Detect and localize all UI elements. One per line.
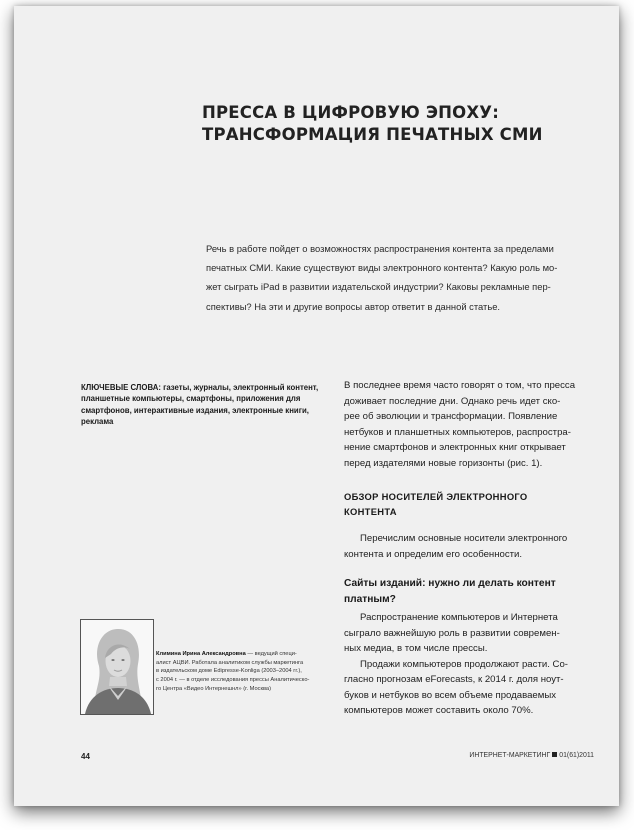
- keywords-line: смартфонов, интерактивные издания, электронные книги,: [81, 405, 309, 415]
- lead-line: Речь в работе пойдет о возможностях распространения контента за пределами: [206, 243, 554, 254]
- paragraph-line: нетбуков и планшетных компьютеров, распростра-: [344, 426, 571, 438]
- paragraph-line: сыграло важнейшую роль в развитии современ-: [344, 627, 560, 639]
- bio-line: алист АЦВИ. Работала аналитиком службы маркетинга: [156, 659, 304, 666]
- page-number: 44: [81, 752, 90, 761]
- square-bullet-icon: [552, 752, 557, 757]
- paragraph-line: перед издателями новые горизонты (рис. 1).: [344, 457, 543, 469]
- paragraph-line: Перечислим основные носители электронного: [360, 533, 568, 544]
- intro-paragraph: [344, 378, 594, 471]
- heading-line: Сайты изданий: нужно ли делать контент: [344, 578, 556, 589]
- subsection-heading: [344, 576, 594, 608]
- author-name: Климина Ирина Александровна: [156, 651, 246, 657]
- issue-number: 01(61)2011: [559, 752, 594, 759]
- section-heading: [344, 489, 594, 519]
- paragraph-line: ных медиа, в том числе прессы.: [344, 643, 488, 654]
- title-line: ПРЕССА В ЦИФРОВУЮ ЭПОХУ:: [202, 103, 500, 122]
- paragraph-line: гласно прогнозам eForecasts, к 2014 г. доля ноут-: [344, 674, 564, 685]
- heading-line: платным?: [344, 594, 396, 605]
- journal-name: ИНТЕРНЕТ-МАРКЕТИНГ: [469, 752, 551, 759]
- author-portrait-image: [81, 620, 153, 714]
- bio-text: — ведущий специ-: [245, 651, 297, 657]
- overview-paragraph: [344, 531, 594, 562]
- paragraph-line: буков и нетбуков во всем объеме продаваемых: [344, 689, 557, 701]
- paragraph-line: Распространение компьютеров и Интернета: [360, 612, 558, 623]
- bio-line: го Центра «Видео Интернешнл» (г. Москва): [156, 685, 271, 692]
- paragraph-line: компьютеров может составить около 70%.: [344, 705, 534, 716]
- paragraph-line: рее об эволюции и трансформации. Появление: [344, 411, 558, 422]
- article-lead: [206, 239, 590, 316]
- lead-line: жет сыграть iPad в развитии издательской индустрии? Каковы рекламные пер-: [206, 281, 551, 293]
- bio-line: с 2004 г. — в отделе исследования прессы Аналитическо-: [156, 677, 310, 684]
- author-photo: [80, 619, 154, 715]
- title-line: ТРАНСФОРМАЦИЯ ПЕЧАТНЫХ СМИ: [202, 125, 543, 144]
- paragraph-line: Продажи компьютеров продолжают расти. Со-: [360, 658, 568, 670]
- article-title: [202, 102, 592, 146]
- keywords-block: [81, 382, 331, 427]
- paragraph-line: контента и определим его особенности.: [344, 548, 523, 560]
- paragraph-line: доживает последние дни. Однако речь идет ско-: [344, 395, 561, 407]
- heading-line: ОБЗОР НОСИТЕЛЕЙ ЭЛЕКТРОННОГО: [344, 491, 528, 502]
- lead-line: печатных СМИ. Какие существуют виды электронного контента? Какую роль мо-: [206, 262, 558, 274]
- keywords-line: реклама: [81, 416, 114, 426]
- bio-line: в издательском доме Edipresse-Konliga (2003–2004 гг.),: [156, 668, 302, 675]
- paragraph-line: В последнее время часто говорят о том, что пресса: [344, 380, 576, 391]
- journal-footer: [454, 752, 594, 759]
- bio-line: [156, 650, 336, 659]
- heading-line: КОНТЕНТА: [344, 506, 397, 517]
- keywords-line: планшетные компьютеры, смартфоны, приложения для: [81, 394, 301, 404]
- author-bio: [156, 650, 336, 694]
- paragraph-line: нение смартфонов и электронных книг открывает: [344, 442, 566, 453]
- body-paragraphs: [344, 610, 594, 719]
- lead-line: спективы? На эти и другие вопросы автор ответит в данной статье.: [206, 300, 501, 312]
- keywords-line: КЛЮЧЕВЫЕ СЛОВА: газеты, журналы, электронный контент,: [81, 383, 319, 392]
- magazine-page: [14, 6, 619, 806]
